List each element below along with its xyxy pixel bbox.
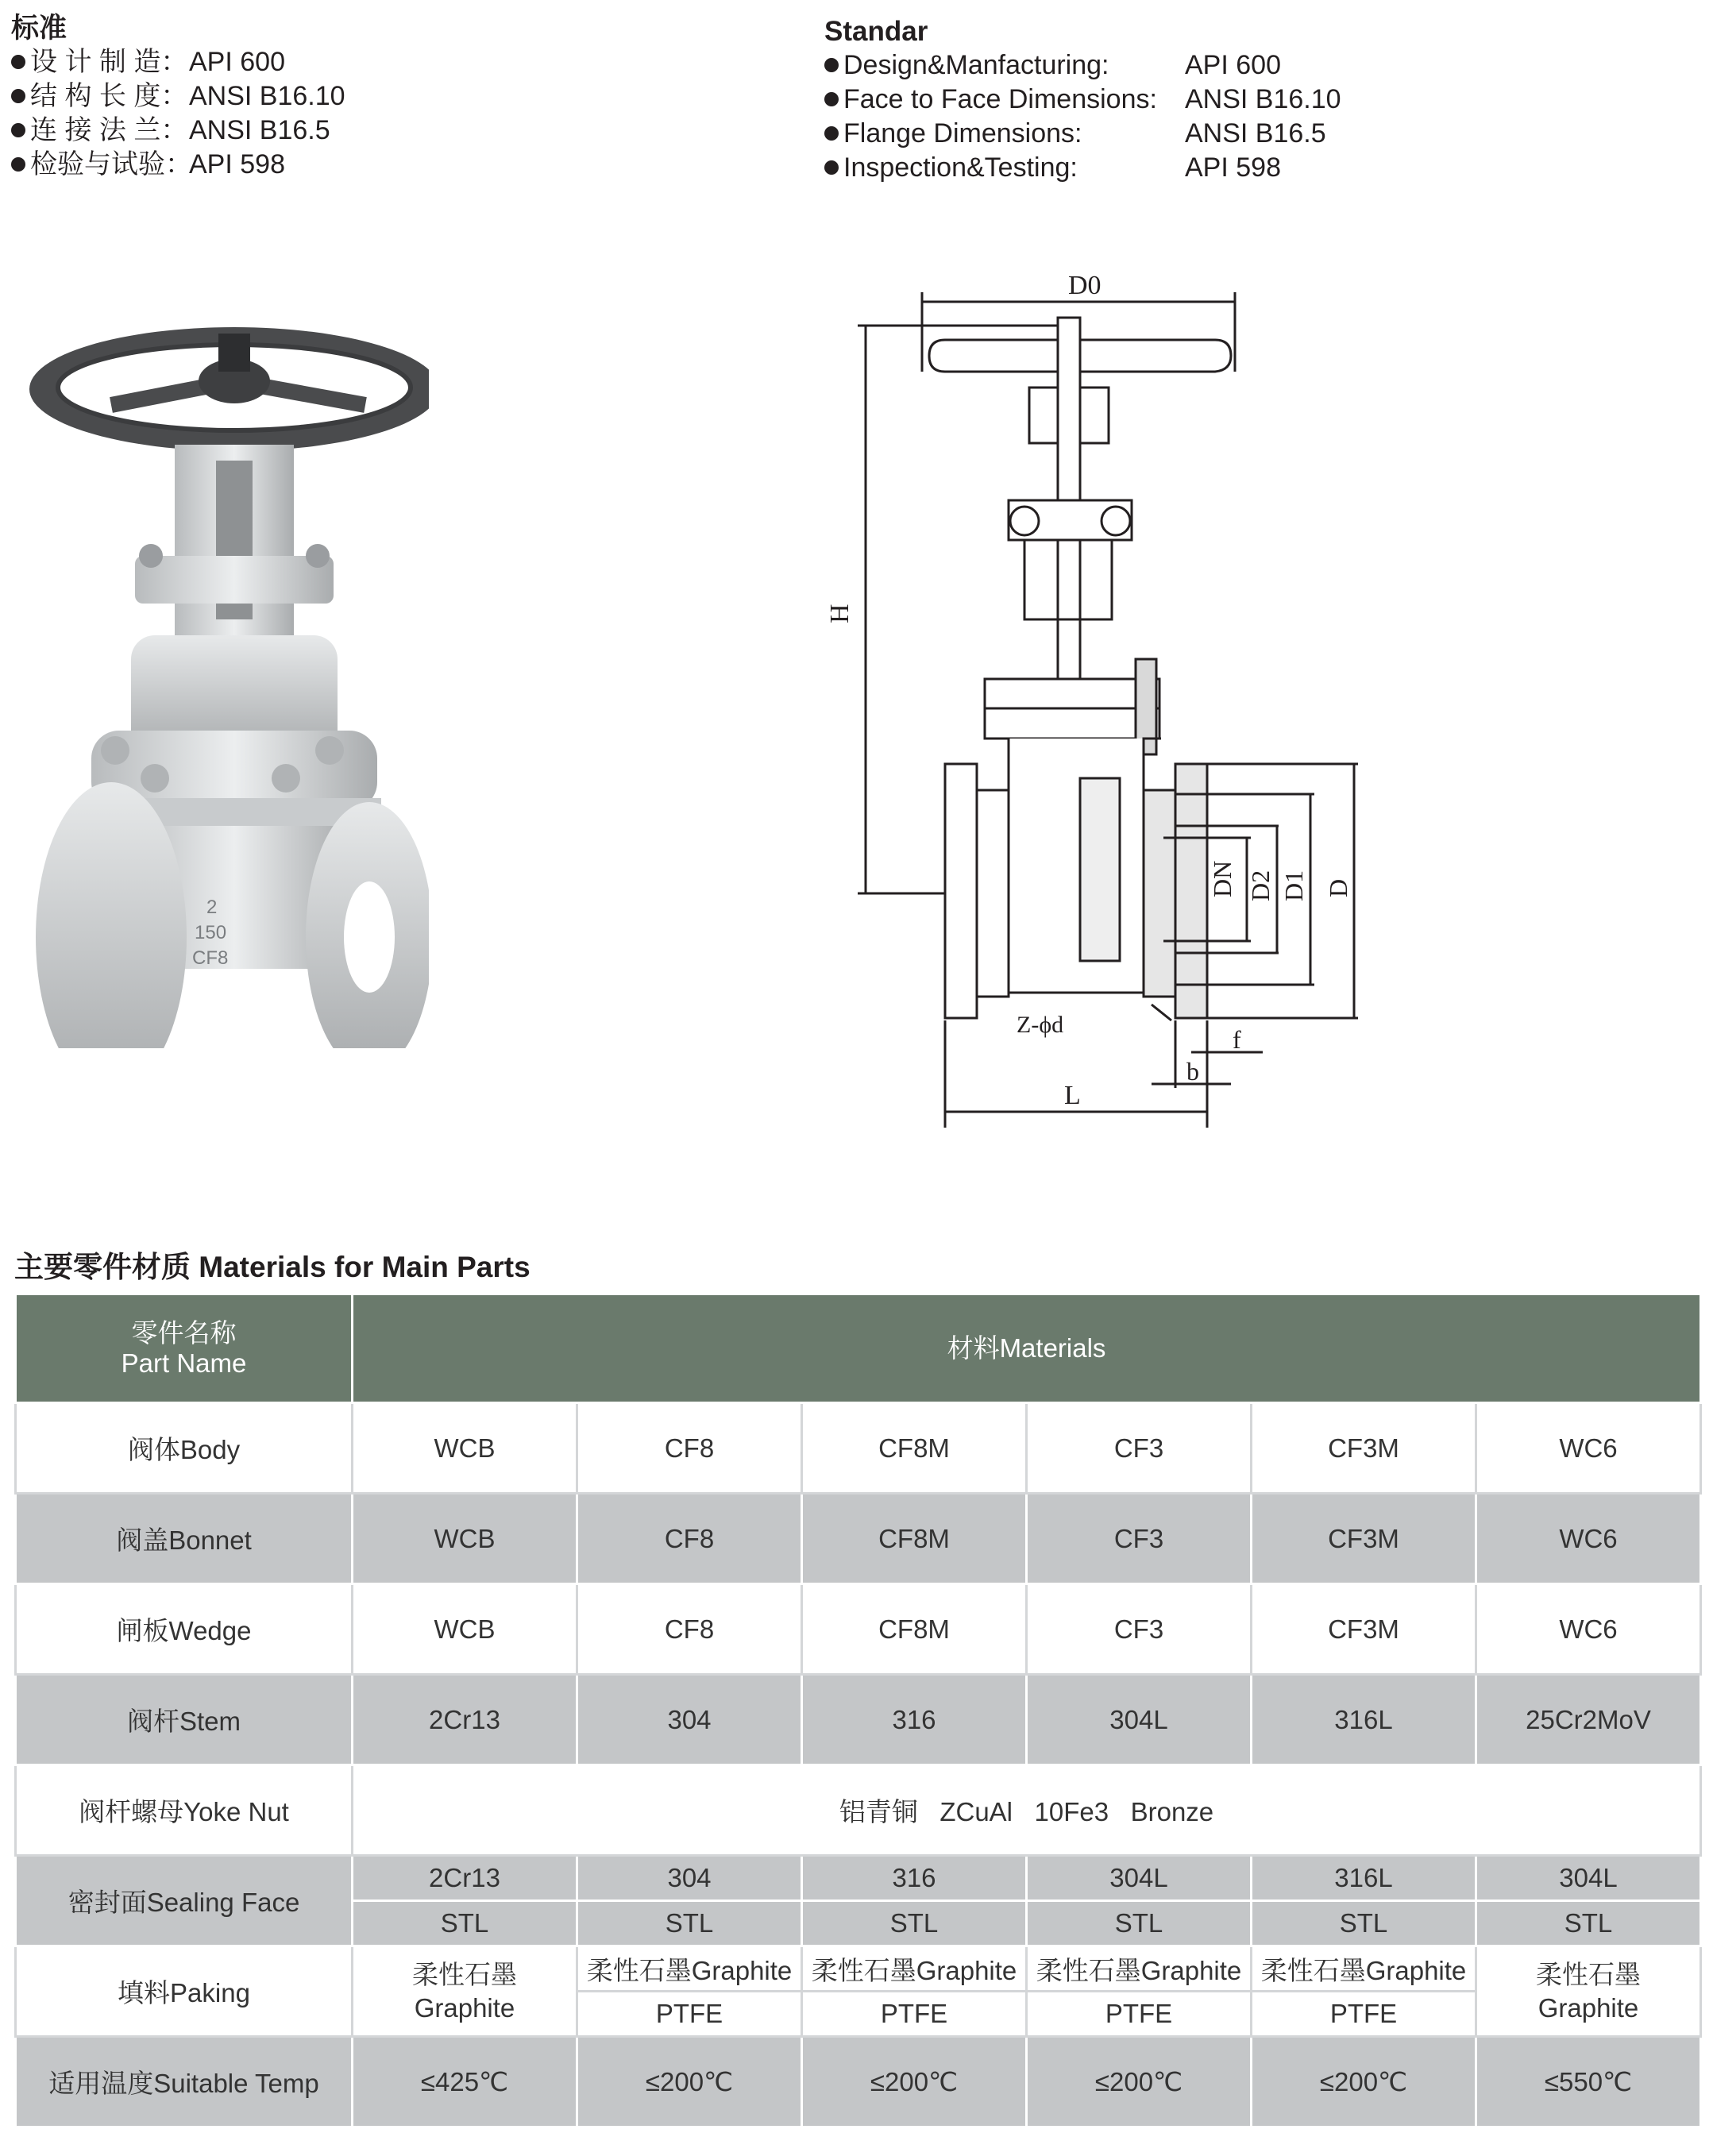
row-name: 阀盖Bonnet [16, 1494, 353, 1584]
standards-en [824, 14, 1341, 185]
cell: STL [802, 1901, 1027, 1946]
cell: ≤200℃ [577, 2037, 802, 2127]
row-name: 阀杆螺母Yoke Nut [16, 1765, 353, 1856]
section-title: 主要零件材质 Materials for Main Parts [14, 1251, 530, 1283]
cell: ≤425℃ [353, 2037, 577, 2127]
row-name: 闸板Wedge [16, 1584, 353, 1675]
cell: ≤200℃ [1027, 2037, 1252, 2127]
dim-h: H [825, 604, 855, 623]
row-name: 阀体Body [16, 1403, 353, 1494]
standards-en-item: Design&Manfacturing: API 600 [824, 48, 1341, 83]
cell: CF8M [802, 1584, 1027, 1675]
bullet-icon [824, 58, 839, 72]
cell: 柔性石墨 Graphite [1476, 1946, 1701, 2037]
dim-d0: D0 [1068, 271, 1101, 300]
cell: 2Cr13 [353, 1856, 577, 1901]
standards-cn-item: 结 构 长 度：ANSI B16.10 [11, 79, 345, 114]
cell: CF3 [1027, 1584, 1252, 1675]
row-name: 适用温度Suitable Temp [16, 2037, 353, 2127]
cell: WCB [353, 1403, 577, 1494]
standards-cn [11, 11, 345, 182]
cell: CF8M [802, 1403, 1027, 1494]
bullet-icon [824, 92, 839, 106]
cell: WC6 [1476, 1403, 1701, 1494]
table-row-yoke-nut [16, 1765, 1701, 1856]
standards-en-item: Flange Dimensions: ANSI B16.5 [824, 117, 1341, 151]
cell: STL [577, 1901, 802, 1946]
handwheel-icon [29, 327, 429, 451]
cell: 柔性石墨 Graphite [353, 1946, 577, 2037]
cell: STL [1252, 1901, 1476, 1946]
cell: WC6 [1476, 1494, 1701, 1584]
dim-f: f [1233, 1025, 1241, 1054]
cell: PTFE [802, 1992, 1027, 2037]
standards-cn-item: 检验与试验：API 598 [11, 148, 345, 182]
cell: CF3M [1252, 1403, 1476, 1494]
standards-cn-heading: 标准 [11, 13, 68, 44]
cell: ≤550℃ [1476, 2037, 1701, 2127]
dim-dn: DN [1208, 860, 1237, 897]
materials-table [14, 1293, 1702, 2128]
table-row [16, 1403, 1701, 1494]
bullet-icon [11, 123, 25, 137]
cell: 316 [802, 1675, 1027, 1765]
cell: 柔性石墨Graphite [802, 1946, 1027, 1992]
cell: 316L [1252, 1856, 1476, 1901]
cell: WCB [353, 1584, 577, 1675]
row-name: 填料Paking [16, 1946, 353, 2037]
cell: CF8 [577, 1403, 802, 1494]
cell: CF3M [1252, 1584, 1476, 1675]
cell: WC6 [1476, 1584, 1701, 1675]
row-name: 阀杆Stem [16, 1675, 353, 1765]
table-header-row [16, 1294, 1701, 1403]
standards-en-item: Inspection&Testing: API 598 [824, 151, 1341, 185]
photo-marking: 2 [206, 897, 218, 918]
dim-d1: D1 [1279, 870, 1308, 901]
cell: 铝青铜 ZCuAl 10Fe3 Bronze [353, 1765, 1701, 1856]
cell: CF8M [802, 1494, 1027, 1584]
cell: CF8 [577, 1494, 802, 1584]
table-row-packing [16, 1946, 1701, 1992]
photo-marking: 150 [195, 922, 227, 943]
valve-cross-section-drawing [818, 270, 1390, 1128]
gate-valve-photo [16, 318, 429, 1048]
dim-b: b [1186, 1057, 1199, 1086]
cell: PTFE [1027, 1992, 1252, 2037]
header-materials: 材料Materials [353, 1294, 1701, 1403]
cell: ≤200℃ [802, 2037, 1027, 2127]
standards-en-heading: Standar [824, 16, 928, 47]
photo-marking: CF8 [192, 947, 229, 969]
bullet-icon [11, 55, 25, 69]
cell: 316L [1252, 1675, 1476, 1765]
cell: STL [353, 1901, 577, 1946]
cell: CF8 [577, 1584, 802, 1675]
cell: CF3 [1027, 1403, 1252, 1494]
header-part-name: 零件名称 Part Name [16, 1294, 353, 1403]
cell: 304L [1027, 1675, 1252, 1765]
cell: 304 [577, 1856, 802, 1901]
dim-d2: D2 [1246, 870, 1275, 901]
dim-l: L [1064, 1081, 1081, 1110]
table-row [16, 1494, 1701, 1584]
cell: 304L [1476, 1856, 1701, 1901]
cell: STL [1476, 1901, 1701, 1946]
bullet-icon [11, 157, 25, 172]
table-row [16, 1675, 1701, 1765]
cell: STL [1027, 1901, 1252, 1946]
bullet-icon [824, 160, 839, 175]
cell: 2Cr13 [353, 1675, 577, 1765]
bullet-icon [11, 89, 25, 103]
dim-z: Z-ϕd [1017, 1012, 1064, 1038]
cell: PTFE [1252, 1992, 1476, 2037]
standards-cn-item: 连 接 法 兰：ANSI B16.5 [11, 114, 345, 148]
cell: 316 [802, 1856, 1027, 1901]
cell: CF3 [1027, 1494, 1252, 1584]
standards-cn-item: 设 计 制 造：API 600 [11, 45, 345, 79]
standards-en-item: Face to Face Dimensions: ANSI B16.10 [824, 83, 1341, 117]
cell: ≤200℃ [1252, 2037, 1476, 2127]
cell: CF3M [1252, 1494, 1476, 1584]
cell: 304 [577, 1675, 802, 1765]
bullet-icon [824, 126, 839, 141]
table-row-temp [16, 2037, 1701, 2127]
cell: 柔性石墨Graphite [577, 1946, 802, 1992]
cell: PTFE [577, 1992, 802, 2037]
table-row [16, 1584, 1701, 1675]
cell: 柔性石墨Graphite [1027, 1946, 1252, 1992]
cell: 柔性石墨Graphite [1252, 1946, 1476, 1992]
table-row-sealing-face [16, 1856, 1701, 1901]
cell: WCB [353, 1494, 577, 1584]
cell: 25Cr2MoV [1476, 1675, 1701, 1765]
cell: 304L [1027, 1856, 1252, 1901]
dim-d: D [1324, 878, 1352, 897]
row-name: 密封面Sealing Face [16, 1856, 353, 1946]
